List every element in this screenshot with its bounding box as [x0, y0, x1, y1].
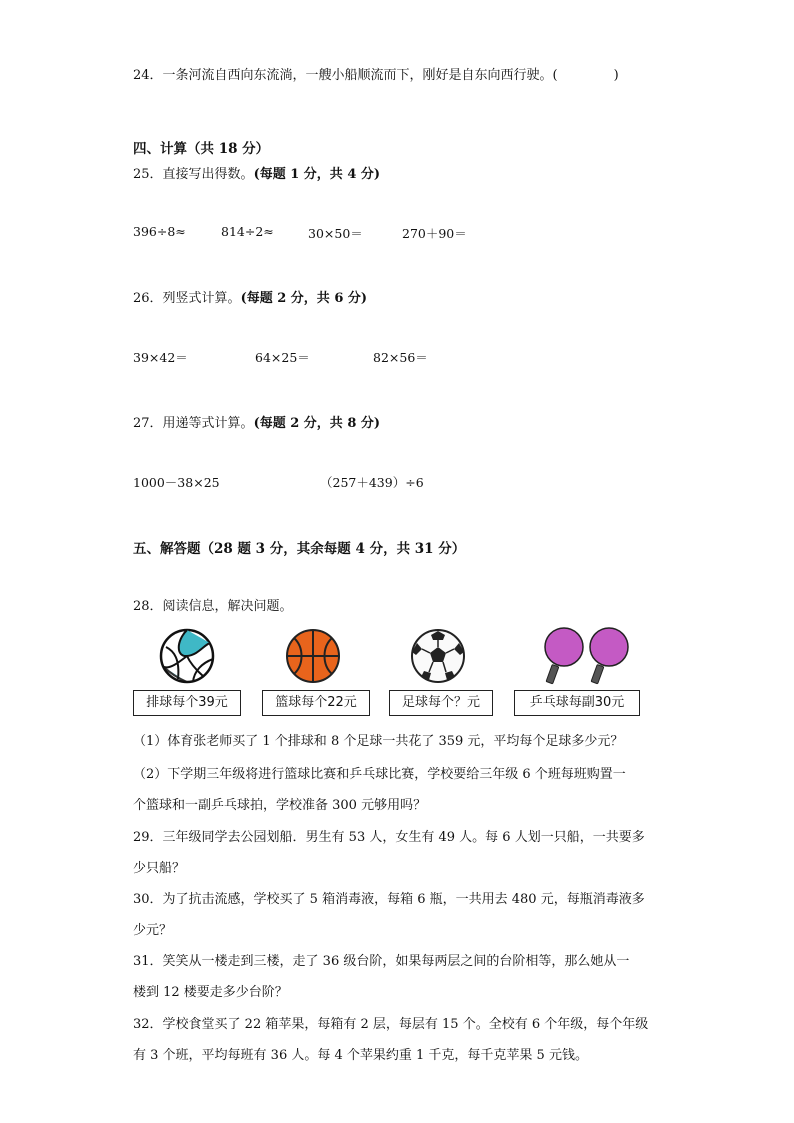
expression: 64×25＝: [255, 350, 310, 365]
expression: （257＋439）÷6: [320, 475, 424, 490]
question-32-line-1: 32．学校食堂买了 22 箱苹果，每箱有 2 层，每层有 15 个。全校有 6 个年级，每个年级: [133, 1017, 649, 1032]
question-31-line-2: 楼到 12 楼要走多少台阶？: [133, 985, 288, 1000]
question-29-line-1: 29．三年级同学去公园划船．男生有 53 人，女生有 49 人。每 6 人划一只船，一共要多: [133, 830, 645, 845]
question-points: (每题 1 分，共 4 分): [253, 167, 381, 182]
section-5-title: 五、解答题（28 题 3 分，其余每题 4 分，共 31 分）: [133, 541, 466, 557]
expression: 270＋90＝: [402, 226, 467, 241]
question-27: [133, 415, 380, 433]
expression: 396÷8≈: [133, 224, 186, 239]
question-28: [133, 598, 293, 616]
expression: 814÷2≈: [221, 224, 274, 239]
ping-pong-paddles-icon: [540, 625, 634, 687]
sub-question-2-line-1: （2）下学期三年级将进行篮球比赛和乒乓球比赛，学校要给三年级 6 个班每班购置一: [133, 767, 626, 782]
question-24: [133, 67, 619, 85]
basketball-icon: [284, 627, 342, 685]
question-text: 直接写出得数。: [162, 167, 254, 182]
info-box-ping-pong: 乒乓球每副30元: [514, 690, 640, 716]
question-26: [133, 290, 367, 308]
question-points: (每题 2 分，共 6 分): [240, 291, 368, 306]
question-30-line-1: 30．为了抗击流感，学校买了 5 箱消毒液，每箱 6 瓶，一共用去 480 元，每瓶消毒液多: [133, 892, 645, 907]
close-paren: ): [613, 68, 619, 83]
expression: 82×56＝: [373, 350, 428, 365]
question-number: 24．: [133, 68, 163, 83]
info-box-basketball: 篮球每个22元: [262, 690, 370, 716]
expression: 39×42＝: [133, 350, 188, 365]
question-number: 27．: [133, 416, 163, 431]
question-31-line-1: 31．笑笑从一楼走到三楼，走了 36 级台阶，如果每两层之间的台阶相等，那么她从一: [133, 954, 630, 969]
question-number: 26．: [133, 291, 163, 306]
question-32-line-2: 有 3 个班，平均每班有 36 人。每 4 个苹果约重 1 千克，每千克苹果 5 元钱。: [133, 1048, 588, 1063]
question-text: 阅读信息，解决问题。: [162, 599, 293, 614]
question-text: 用递等式计算。: [162, 416, 254, 431]
expression: 30×50＝: [308, 226, 363, 241]
soccer-ball-icon: [409, 627, 467, 685]
question-number: 28．: [133, 599, 163, 614]
question-30-line-2: 少元？: [133, 923, 173, 938]
sub-question-1: （1）体育张老师买了 1 个排球和 8 个足球一共花了 359 元，平均每个足球多少元？: [133, 734, 624, 749]
info-box-volleyball: 排球每个39元: [133, 690, 241, 716]
expression: 1000－38×25: [133, 475, 220, 490]
info-box-soccer: 足球每个？元: [389, 690, 493, 716]
question-29-line-2: 少只船？: [133, 861, 186, 876]
question-25: [133, 166, 380, 184]
question-points: (每题 2 分，共 8 分): [253, 416, 381, 431]
sub-question-2-line-2: 个篮球和一副乒乓球拍，学校准备 300 元够用吗？: [133, 798, 427, 813]
volleyball-icon: [158, 627, 216, 685]
question-text: 一条河流自西向东流淌，一艘小船顺流而下，刚好是自东向西行驶。(: [162, 68, 558, 83]
question-text: 列竖式计算。: [162, 291, 241, 306]
section-4-title: 四、计算（共 18 分）: [133, 141, 270, 157]
question-number: 25．: [133, 167, 163, 182]
